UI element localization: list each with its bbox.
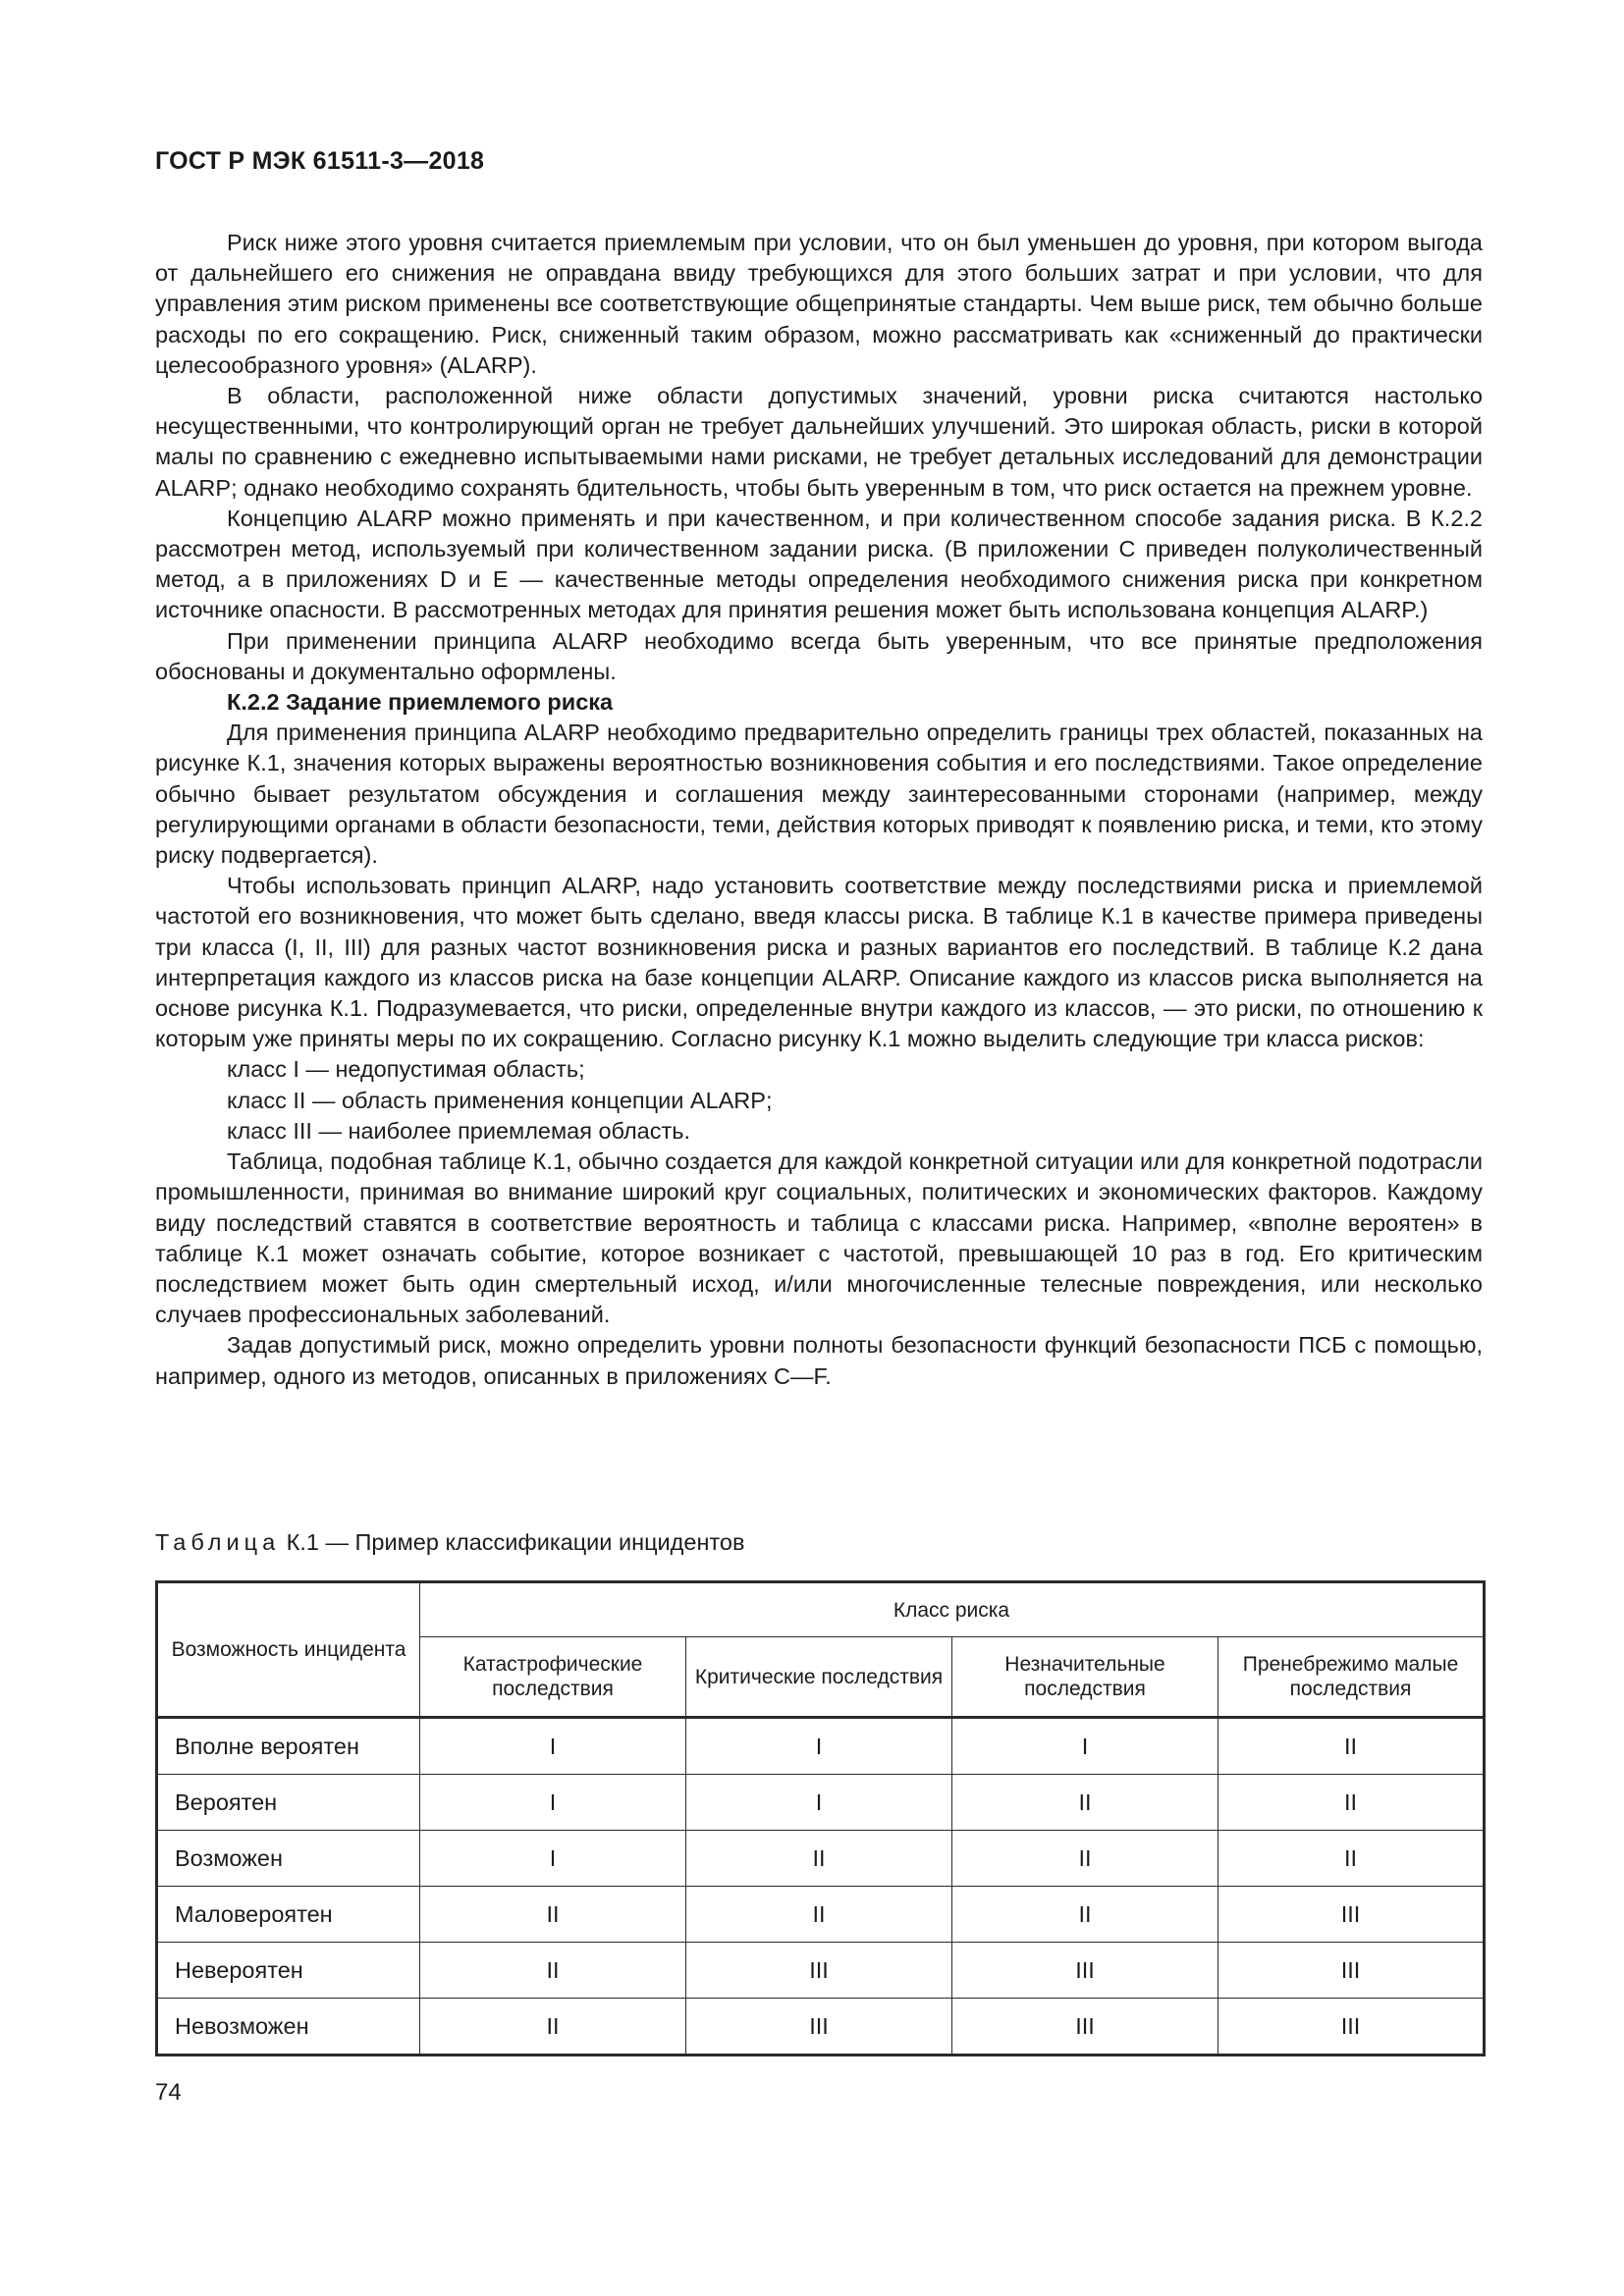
- risk-class-cell: II: [952, 1831, 1218, 1887]
- risk-class-cell: III: [952, 1999, 1218, 2056]
- risk-class-cell: III: [686, 1943, 952, 1999]
- row-label: Маловероятен: [157, 1887, 420, 1943]
- risk-class-cell: I: [952, 1718, 1218, 1775]
- table-row: [157, 1943, 1485, 1999]
- risk-class-cell: II: [1218, 1775, 1485, 1831]
- header-consequence: Пренебрежимо малые последствия: [1218, 1637, 1485, 1718]
- paragraph: В области, расположенной ниже области допустимых значений, уровни риска считаются настолько несущественными, что контролирующий орган не требует дальнейших улучшений. Это широкая область, риски в которой малы по сравнению с ежедневно испытываемыми нами рисками, не требует детальных исследований для демонстрации ALARP; однако необходимо сохранять бдительность, чтобы быть уверенным в том, что риск остается на прежнем уровне.: [155, 383, 1483, 501]
- paragraph: Концепцию ALARP можно применять и при качественном, и при количественном способе задания риска. В К.2.2 рассмотрен метод, используемый при количественном задании риска. (В приложении С приведен полуколичественный метод, а в приложениях D и Е — качественные методы определения необходимого снижения риска при конкретном источнике опасности. В рассмотренных методах для принятия решения может быть использована концепция ALARP.): [155, 505, 1483, 623]
- list-item: класс II — область применения концепции ALARP;: [227, 1087, 773, 1113]
- row-label: Возможен: [157, 1831, 420, 1887]
- risk-class-cell: II: [420, 1943, 686, 1999]
- list-item: класс I — недопустимая область;: [227, 1056, 585, 1083]
- paragraph: При применении принципа ALARP необходимо всегда быть уверенным, что все принятые предположения обоснованы и документально оформлены.: [155, 627, 1483, 684]
- paragraph: Для применения принципа ALARP необходимо предварительно определить границы трех областей, показанных на рисунке К.1, значения которых выражены вероятностью возникновения события и его последствиями. Такое определение обычно бывает результатом обсуждения и соглашения между заинтересованными сторонами (например, между регулирующими органами в области безопасности, теми, действия которых приводят к появлению риска, и теми, кто этому риску подвергается).: [155, 720, 1483, 869]
- risk-classification-table: [155, 1580, 1486, 2056]
- table-caption-label: Таблица: [155, 1529, 281, 1555]
- table-caption: [155, 1529, 744, 1556]
- table-row: [157, 1718, 1485, 1775]
- risk-class-cell: III: [1218, 1943, 1485, 1999]
- table-caption-text: К.1 — Пример классификации инцидентов: [280, 1529, 745, 1555]
- risk-class-cell: I: [686, 1718, 952, 1775]
- table-row: [157, 1775, 1485, 1831]
- body-text: [155, 228, 1483, 1392]
- header-consequence: Критические последствия: [686, 1637, 952, 1718]
- paragraph: Задав допустимый риск, можно определить уровни полноты безопасности функций безопасности ПСБ с помощью, например, одного из методов, описанных в приложениях С—F.: [155, 1332, 1483, 1389]
- risk-class-cell: III: [686, 1999, 952, 2056]
- risk-class-cell: II: [952, 1775, 1218, 1831]
- table-row: [157, 1887, 1485, 1943]
- header-consequence: Катастрофические последствия: [420, 1637, 686, 1718]
- paragraph: Таблица, подобная таблице К.1, обычно создается для каждой конкретной ситуации или для конкретной подотрасли промышленности, принимая во внимание широкий круг социальных, политических и экономических факторов. Каждому виду последствий ставятся в соответствие вероятность и таблица с классами риска. Например, «вполне вероятен» в таблице К.1 может означать событие, которое возникает с частотой, превышающей 10 раз в год. Его критическим последствием может быть один смертельный исход, и/или многочисленные телесные повреждения, или несколько случаев профессиональных заболеваний.: [155, 1148, 1483, 1328]
- risk-class-cell: I: [420, 1775, 686, 1831]
- risk-class-cell: I: [686, 1775, 952, 1831]
- risk-class-cell: I: [420, 1718, 686, 1775]
- risk-class-cell: I: [420, 1831, 686, 1887]
- table-row: [157, 1831, 1485, 1887]
- header-possibility: Возможность инцидента: [157, 1582, 420, 1718]
- risk-class-cell: III: [1218, 1887, 1485, 1943]
- header-consequence: Незначительные последствия: [952, 1637, 1218, 1718]
- risk-class-cell: II: [420, 1999, 686, 2056]
- risk-class-cell: II: [1218, 1831, 1485, 1887]
- row-label: Невозможен: [157, 1999, 420, 2056]
- paragraph: Риск ниже этого уровня считается приемлемым при условии, что он был уменьшен до уровня, при котором выгода от дальнейшего его снижения не оправдана ввиду требующихся для этого больших затрат и при условии, что для управления этим риском применены все соответствующие общепринятые стандарты. Чем выше риск, тем обычно больше расходы по его сокращению. Риск, сниженный таким образом, можно рассматривать как «сниженный до практически целесообразного уровня» (ALARP).: [155, 230, 1483, 378]
- header-risk-class: Класс риска: [420, 1582, 1485, 1637]
- subsection-heading: К.2.2 Задание приемлемого риска: [227, 689, 614, 716]
- list-item: класс III — наиболее приемлемая область.: [227, 1117, 691, 1144]
- row-label: Вероятен: [157, 1775, 420, 1831]
- paragraph: Чтобы использовать принцип ALARP, надо установить соответствие между последствиями риска и приемлемой частотой его возникновения, что может быть сделано, введя классы риска. В таблице К.1 в качестве примера приведены три класса (I, II, III) для разных частот возникновения риска и разных вариантов его последствий. В таблице К.2 дана интерпретация каждого из классов риска на базе концепции ALARP. Описание каждого из классов риска выполняется на основе рисунка К.1. Подразумевается, что риски, определенные внутри каждого из классов, — это риски, по отношению к которым уже приняты меры по их сокращению. Согласно рисунку К.1 можно выделить следующие три класса рисков:: [155, 873, 1483, 1052]
- risk-class-cell: III: [952, 1943, 1218, 1999]
- risk-class-cell: II: [952, 1887, 1218, 1943]
- row-label: Вполне вероятен: [157, 1718, 420, 1775]
- risk-class-cell: II: [686, 1831, 952, 1887]
- risk-class-cell: III: [1218, 1999, 1485, 2056]
- table-row: [157, 1999, 1485, 2056]
- page-number: 74: [155, 2079, 182, 2106]
- risk-class-cell: II: [420, 1887, 686, 1943]
- row-label: Невероятен: [157, 1943, 420, 1999]
- document-header: ГОСТ Р МЭК 61511-3—2018: [155, 147, 485, 175]
- risk-class-cell: II: [1218, 1718, 1485, 1775]
- risk-class-cell: II: [686, 1887, 952, 1943]
